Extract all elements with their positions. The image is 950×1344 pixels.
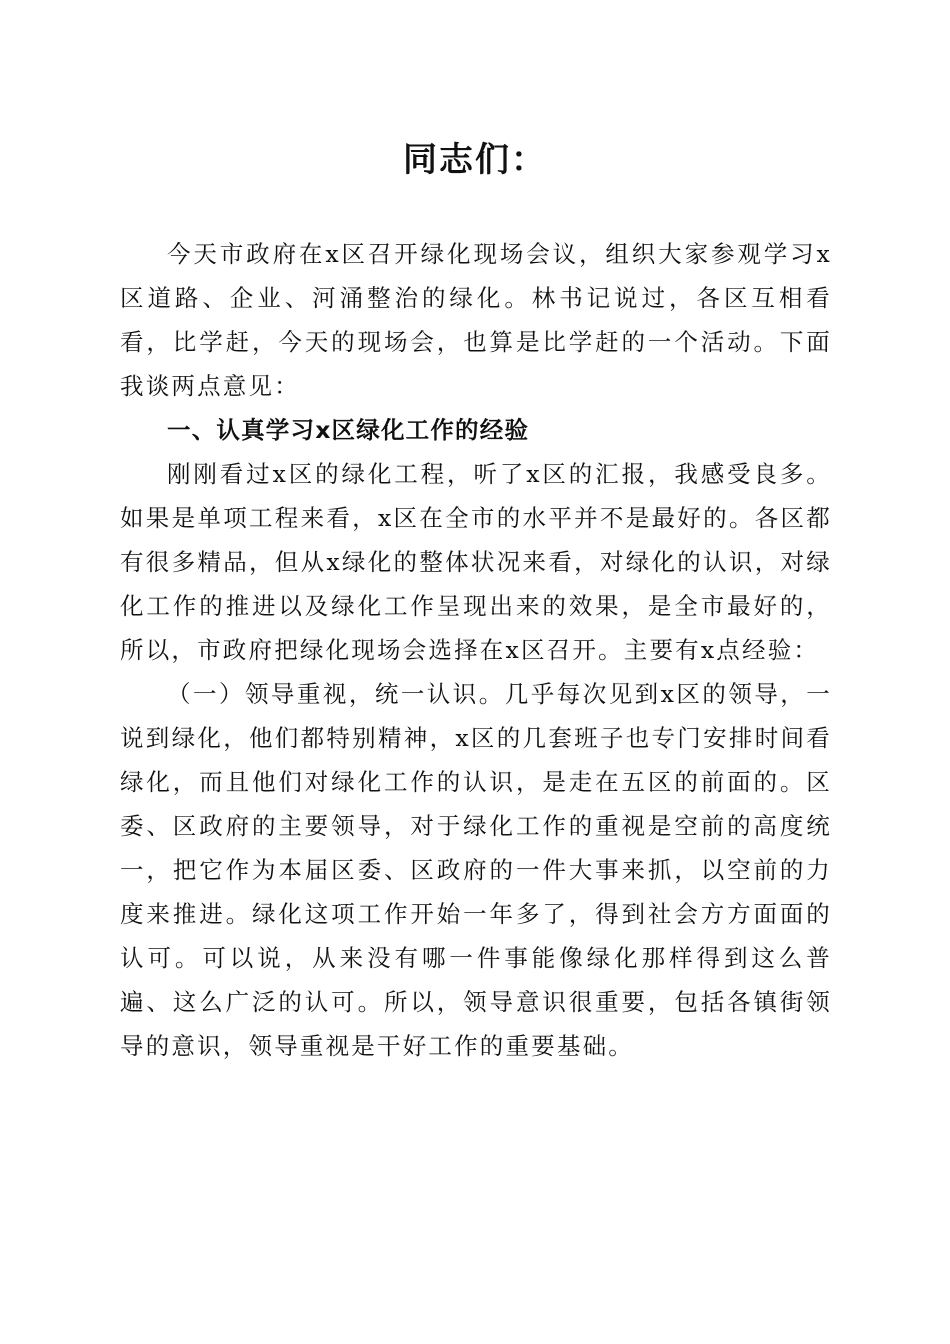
document-body	[120, 232, 832, 1068]
point-1-lead: （一）领导重视，统一认识。	[167, 680, 505, 708]
point-1-text: 几乎每次见到x区的领导，一说到绿化，他们都特别精神，x区的几套班子也专门安排时间看绿化，而且他们对绿化工作的认识，是走在五区的前面的。区委、区政府的主要领导，对于绿化工作的重视是空前的高度统一，把它作为本届区委、区政府的一件大事来抓，以空前的力度来推进。绿化这项工作开始一年多了，得到社会方方面面的认可。可以说，从来没有哪一件事能像绿化那样得到这么普遍、这么广泛的认可。所以，领导意识很重要，包括各镇街领导的意识，领导重视是干好工作的重要基础。	[120, 680, 832, 1060]
section-heading-1: 一、认真学习x区绿化工作的经验	[167, 416, 530, 444]
point-1-paragraph	[120, 672, 832, 1068]
intro-paragraph: 今天市政府在x区召开绿化现场会议，组织大家参观学习x区道路、企业、河涌整治的绿化。林书记说过，各区互相看看，比学赶，今天的现场会，也算是比学赶的一个活动。下面我谈两点意见：	[120, 240, 832, 400]
section-1-paragraph: 刚刚看过x区的绿化工程，听了x区的汇报，我感受良多。如果是单项工程来看，x区在全市的水平并不是最好的。各区都有很多精品，但从x绿化的整体状况来看，对绿化的认识，对绿化工作的推进以及绿化工作呈现出来的效果，是全市最好的，所以，市政府把绿化现场会选择在x区召开。主要有x点经验：	[120, 460, 832, 664]
document-title: 同志们：	[403, 140, 547, 180]
